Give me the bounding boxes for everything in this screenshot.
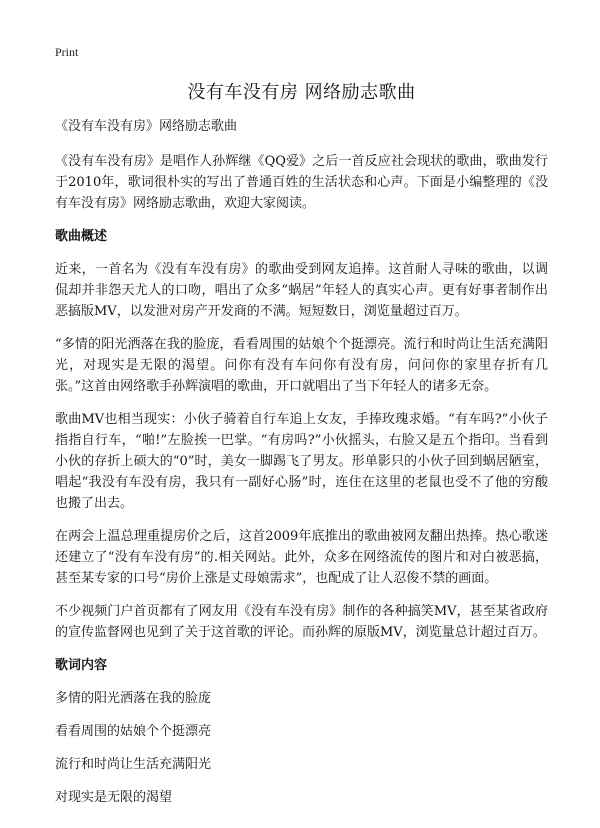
- article-body: [55, 116, 548, 808]
- lyric-line: 看看周围的姑娘个个挺漂亮: [55, 724, 212, 739]
- lyric-line: 多情的阳光洒落在我的脸庞: [55, 691, 212, 706]
- intro-paragraph: 《没有车没有房》是唱作人孙辉继《QQ爱》之后一首反应社会现状的歌曲，歌曲发行于2010年，歌词很朴实的写出了普通百姓的生活状态和心声。下面是小编整理的《没有车没有房》网络励志歌曲，欢迎大家阅读。: [55, 154, 548, 211]
- lyric-line: 对现实是无限的渴望: [55, 790, 173, 805]
- print-label[interactable]: Print: [55, 45, 79, 59]
- page-title: 没有车没有房 网络励志歌曲: [187, 82, 416, 103]
- overview-paragraph-2: “多情的阳光洒落在我的脸庞，看看周围的姑娘个个挺漂亮。流行和时尚让生活充满阳光，对现实是无限的渴望。问你有没有车问你有没有房，问问你的家里存折有几张。”这首由网络歌手孙辉演唱的歌曲，开口就唱出了当下年轻人的诸多无奈。: [55, 337, 548, 394]
- overview-paragraph-5: 不少视频门户首页都有了网友用《没有车没有房》制作的各种搞笑MV，甚至某省政府的宣传监督网也见到了关于这首歌的评论。而孙辉的原版MV，浏览量总计超过百万。: [55, 604, 548, 640]
- overview-paragraph-1: 近来，一首名为《没有车没有房》的歌曲受到网友追捧。这首耐人寻味的歌曲，以调侃却并非怨天尤人的口吻，唱出了众多“蜗居”年轻人的真实心声。更有好事者制作出恶搞版MV，以发泄对房产开发商的不满。短短数日，浏览量超过百万。: [55, 262, 548, 319]
- lyrics-heading: 歌词内容: [55, 658, 108, 673]
- article-subtitle: 《没有车没有房》网络励志歌曲: [55, 119, 238, 134]
- overview-paragraph-3: 歌曲MV也相当现实：小伙子骑着自行车追上女友，手捧玫瑰求婚。“有车吗?”小伙子指指自行车，“啪!”左脸挨一巴掌。“有房吗?”小伙摇头，右脸又是五个指印。当看到小伙的存折上硕大的“0”时，美女一脚踢飞了男友。形单影只的小伙子回到蜗居陋室，唱起“我没有车没有房，我只有一副好心肠”时，连住在这里的老鼠也受不了他的穷酸也搬了出去。: [55, 412, 548, 511]
- overview-paragraph-4: 在两会上温总理重提房价之后，这首2009年底推出的歌曲被网友翻出热捧。热心歌迷还建立了“没有车没有房”的.相关网站。此外，众多在网络流传的图片和对白被恶搞，甚至某专家的口号“房价上涨是丈母娘需求”，也配成了让人忍俊不禁的画面。: [55, 529, 548, 586]
- overview-heading: 歌曲概述: [55, 229, 108, 244]
- lyric-line: 流行和时尚让生活充满阳光: [55, 757, 212, 772]
